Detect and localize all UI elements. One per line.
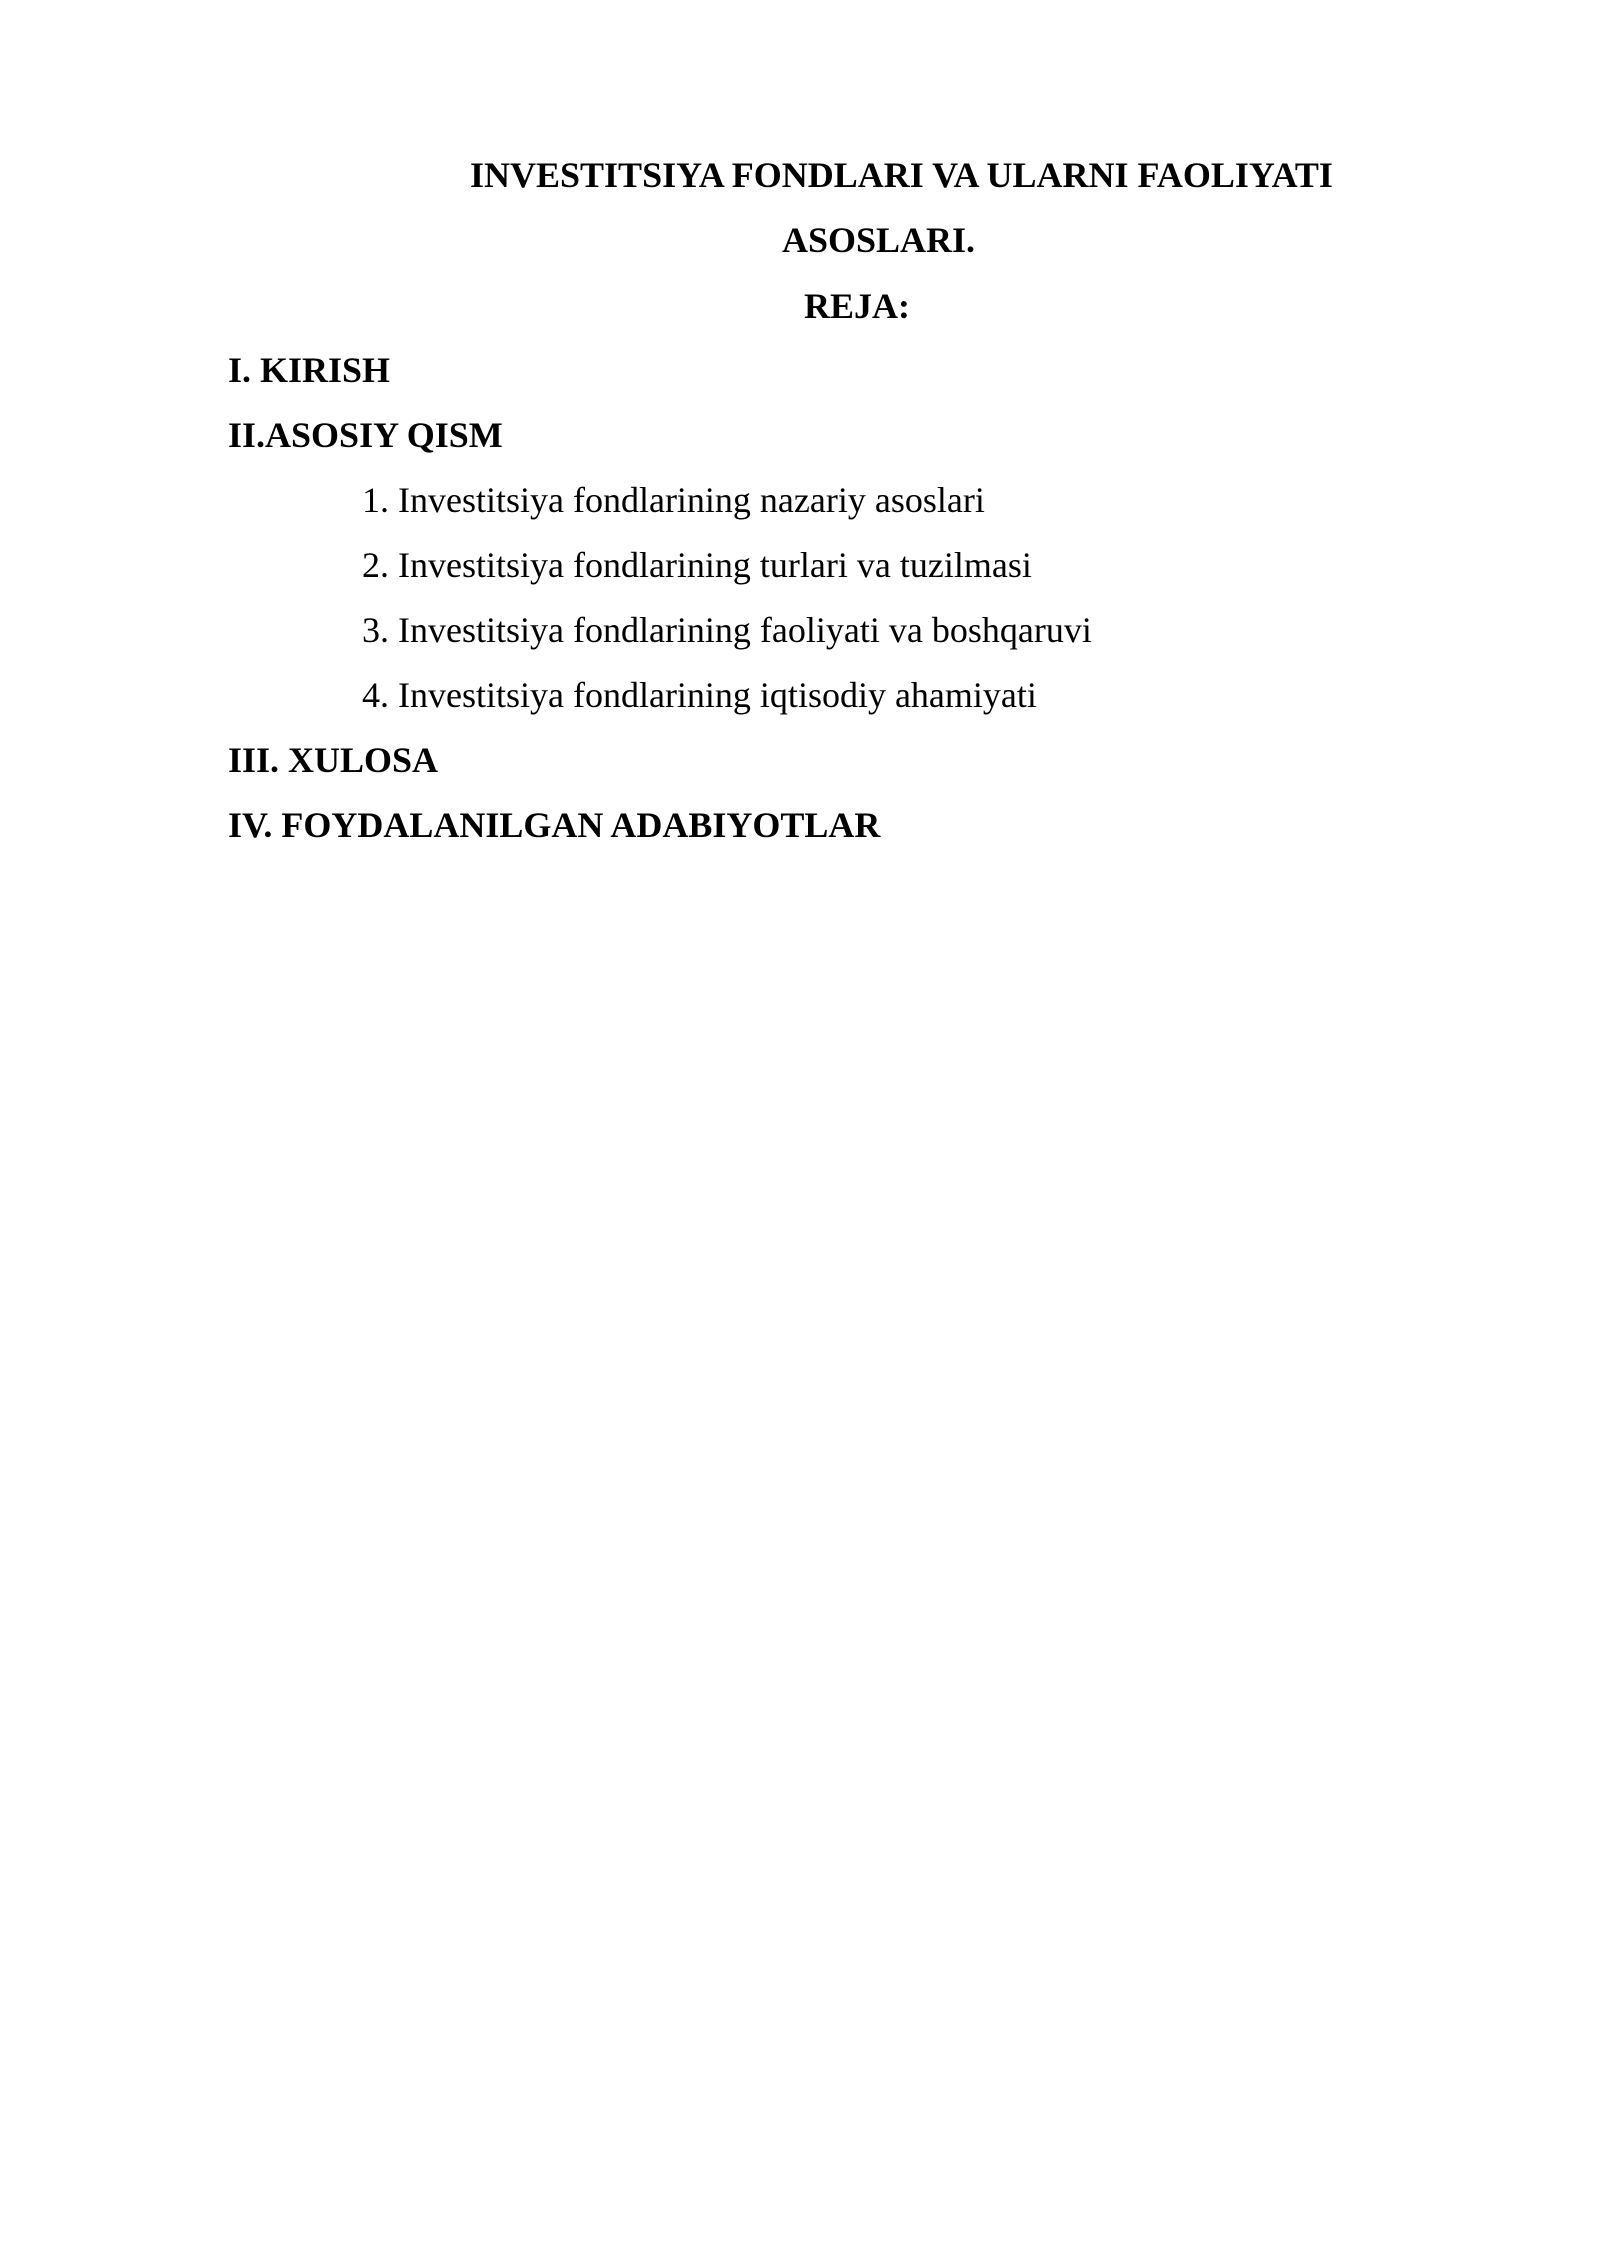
plan-heading: REJA: [804, 286, 910, 326]
document-title-line-2: ASOSLARI. [782, 220, 976, 260]
plan-list-item: 1. Investitsiya fondlarining nazariy asoslari [362, 480, 985, 520]
section-heading-conclusion: III. XULOSA [228, 740, 439, 780]
plan-list-item: 3. Investitsiya fondlarining faoliyati va boshqaruvi [362, 610, 1092, 650]
document-title-line-1: INVESTITSIYA FONDLARI VA ULARNI FAOLIYATI [470, 155, 1333, 195]
section-heading-references: IV. FOYDALANILGAN ADABIYOTLAR [228, 805, 881, 845]
plan-list-item: 4. Investitsiya fondlarining iqtisodiy ahamiyati [362, 675, 1037, 715]
section-heading-introduction: I. KIRISH [228, 350, 391, 390]
plan-list-item: 2. Investitsiya fondlarining turlari va tuzilmasi [362, 545, 1032, 585]
section-heading-main-part: II.ASOSIY QISM [228, 415, 503, 455]
